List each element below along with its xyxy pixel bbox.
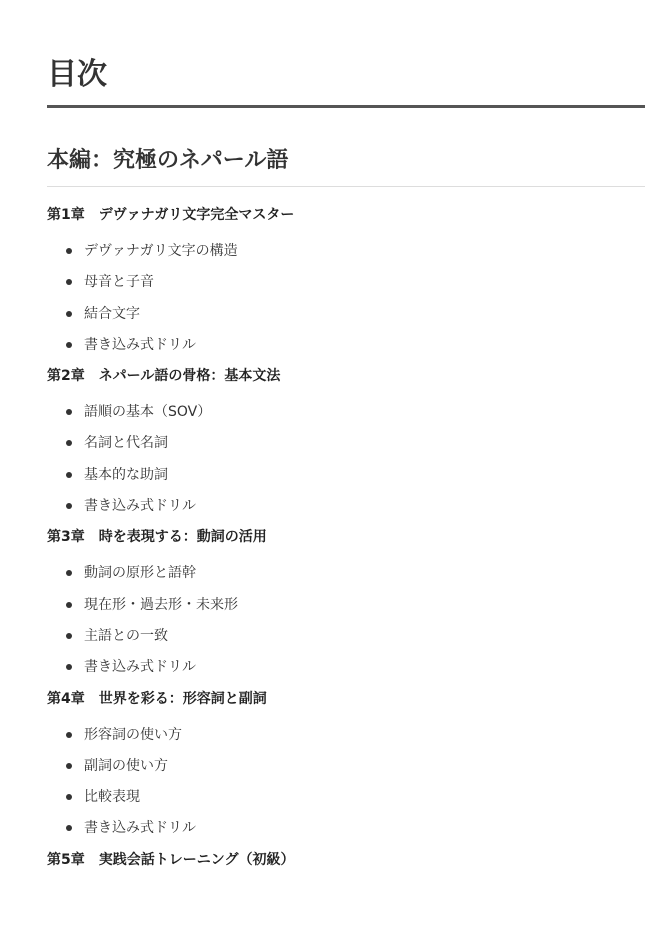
chapter-section (47, 366, 645, 516)
bullet-icon (66, 732, 72, 738)
list-item (47, 433, 645, 453)
bullet-icon (66, 570, 72, 576)
bullet-icon (66, 409, 72, 415)
list-item-label: 形容詞の使い方 (84, 726, 182, 743)
list-item (47, 756, 645, 776)
list-item (47, 465, 645, 485)
bullet-icon (66, 763, 72, 769)
chapter-section (47, 850, 645, 870)
bullet-icon (66, 311, 72, 317)
bullet-icon (66, 342, 72, 348)
list-item-label: 動詞の原形と語幹 (84, 565, 196, 582)
list-item-label: 母音と子音 (84, 274, 154, 291)
bullet-icon (66, 794, 72, 800)
list-item (47, 335, 645, 355)
list-item-label: 副詞の使い方 (84, 757, 168, 774)
chapter-list (47, 205, 645, 870)
part-heading: 本編：究極のネパール語 (47, 146, 645, 187)
list-item (47, 595, 645, 615)
chapter-heading: 第2章 ネパール語の骨格：基本文法 (47, 368, 281, 385)
list-item (47, 787, 645, 807)
chapter-item-list (47, 402, 645, 516)
list-item (47, 657, 645, 677)
bullet-icon (66, 279, 72, 285)
chapter-item-list (47, 563, 645, 677)
list-item-label: 主語との一致 (84, 627, 168, 644)
list-item-label: 書き込み式ドリル (84, 820, 196, 837)
chapter-heading: 第3章 時を表現する：動詞の活用 (47, 529, 267, 546)
toc-page (47, 0, 645, 870)
list-item-label: 現在形・過去形・未来形 (84, 596, 238, 613)
bullet-icon (66, 664, 72, 670)
list-item-label: 語順の基本（SOV） (84, 404, 212, 421)
bullet-icon (66, 440, 72, 446)
chapter-section (47, 205, 645, 355)
list-item-label: 書き込み式ドリル (84, 498, 196, 515)
list-item (47, 304, 645, 324)
list-item (47, 626, 645, 646)
chapter-item-list (47, 725, 645, 839)
list-item (47, 402, 645, 422)
list-item-label: 書き込み式ドリル (84, 659, 196, 676)
list-item (47, 725, 645, 745)
list-item-label: 比較表現 (84, 789, 140, 806)
chapter-heading: 第4章 世界を彩る：形容詞と副詞 (47, 690, 267, 707)
chapter-heading: 第5章 実践会話トレーニング（初級） (47, 851, 295, 868)
title-divider (47, 105, 645, 108)
chapter-section (47, 689, 645, 839)
list-item (47, 272, 645, 292)
list-item-label: デヴァナガリ文字の構造 (84, 243, 238, 259)
list-item (47, 818, 645, 838)
bullet-icon (66, 825, 72, 831)
list-item (47, 563, 645, 583)
page-title: 目次 (47, 57, 107, 92)
bullet-icon (66, 633, 72, 639)
bullet-icon (66, 503, 72, 509)
list-item-label: 結合文字 (84, 305, 140, 322)
bullet-icon (66, 472, 72, 478)
chapter-section (47, 527, 645, 677)
chapter-item-list (47, 241, 645, 355)
list-item-label: 書き込み式ドリル (84, 336, 196, 353)
chapter-heading: 第1章 デヴァナガリ文字完全マスター (47, 207, 295, 223)
list-item-label: 基本的な助詞 (84, 466, 168, 483)
bullet-icon (66, 248, 72, 254)
list-item (47, 241, 645, 261)
list-item (47, 496, 645, 516)
list-item-label: 名詞と代名詞 (84, 435, 168, 452)
bullet-icon (66, 602, 72, 608)
